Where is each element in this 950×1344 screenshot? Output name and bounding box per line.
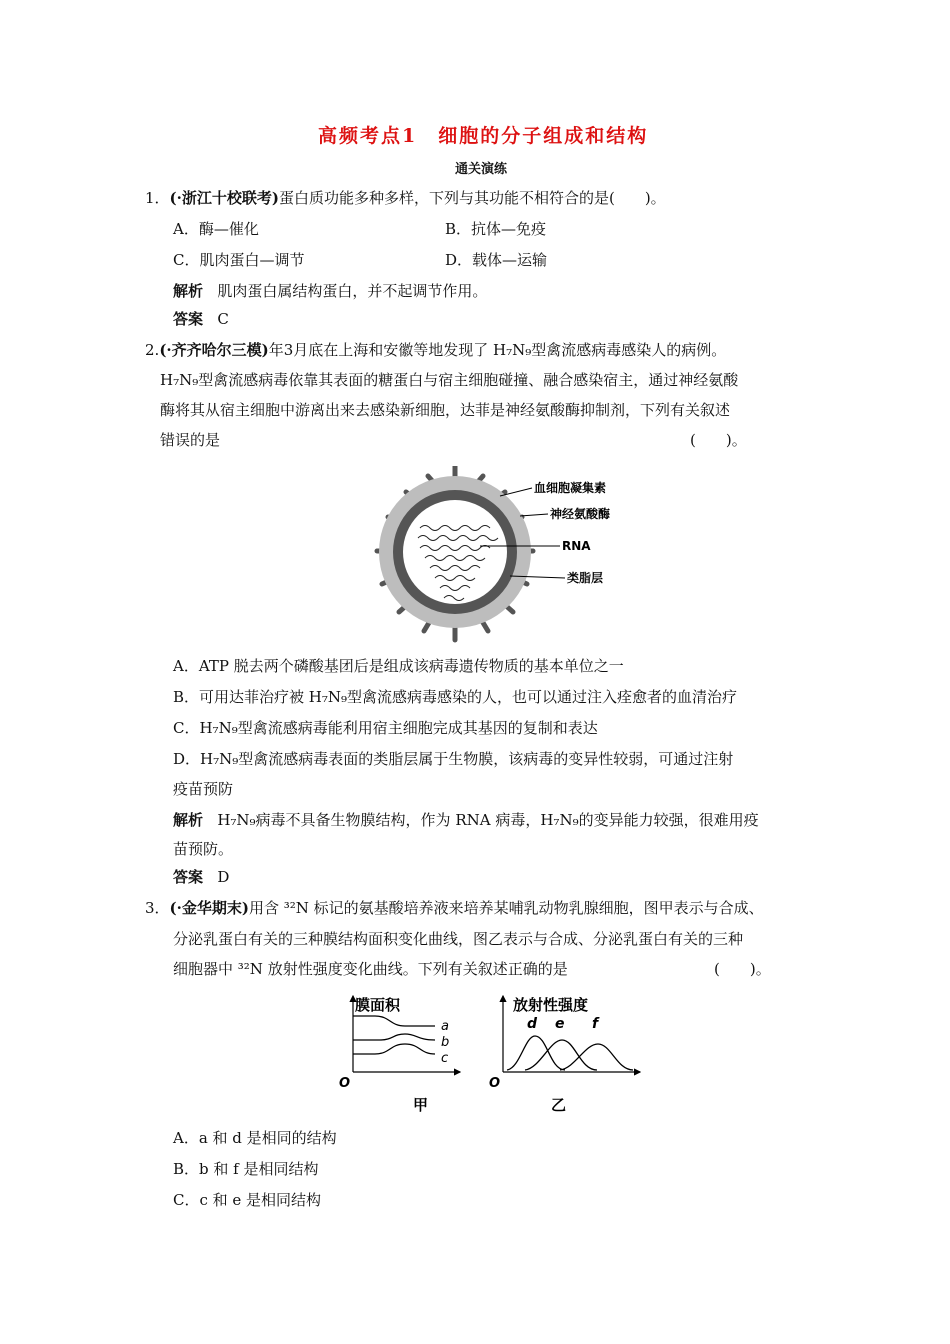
question-text: 分泌乳蛋白有关的三种膜结构面积变化曲线，图乙表示与合成、分泌乳蛋白有关的三种 (173, 930, 744, 948)
analysis (173, 810, 759, 830)
question-text: 蛋白质功能多种多样，下列与其功能不相符合的是( )。 (278, 189, 666, 207)
caption-yi: 乙 (551, 1096, 567, 1113)
option-a: A．ATP 脱去两个磷酸基团后是组成该病毒遗传物质的基本单位之一 (173, 657, 624, 675)
question-text: 酶将其从宿主细胞中游离出来去感染新细胞，达菲是神经氨酸酶抑制剂，下列有关叙述 (160, 401, 731, 419)
analysis (173, 281, 487, 301)
curve-e (525, 1040, 597, 1070)
analysis-text: 肌肉蛋白属结构蛋白，并不起调节作用。 (217, 282, 488, 300)
answer (173, 309, 229, 329)
page-title: 高频考点1 细胞的分子组成和结构 (318, 125, 649, 147)
answer-value: C (217, 310, 229, 328)
membrane-radioactivity-charts (335, 988, 655, 1113)
label-neuraminidase: 神经氨酸酶 (550, 507, 611, 521)
option-d: D．H₇N₉型禽流感病毒表面的类脂层属于生物膜，该病毒的变异性较弱，可通过注射 (173, 750, 734, 768)
question-2-stem (145, 340, 726, 360)
option-b: B．抗体—免疫 (445, 220, 547, 238)
peak-label-d: d (527, 1016, 538, 1032)
option-a: A．酶—催化 (173, 220, 259, 238)
curve-a (353, 1016, 435, 1026)
curve-c (353, 1044, 435, 1054)
curve-label-a: a (441, 1019, 449, 1034)
option-d-continued: 疫苗预防 (173, 780, 234, 798)
question-source: (·齐齐哈尔三模) (159, 341, 269, 359)
curve-f (560, 1044, 633, 1070)
answer-value: D (217, 868, 230, 886)
caption-jia: 甲 (413, 1096, 429, 1113)
option-b: B．b 和 f 是相同结构 (173, 1160, 319, 1178)
question-source: (·金华期末) (169, 899, 249, 917)
label-lipid: 类脂层 (567, 571, 604, 585)
question-1-stem (145, 188, 666, 208)
analysis-continued: 苗预防。 (173, 840, 234, 858)
option-c: C．肌肉蛋白—调节 (173, 251, 305, 269)
peak-label-f: f (592, 1016, 599, 1032)
capsid-interior (403, 500, 507, 604)
curve-d (507, 1036, 565, 1070)
label-rna: RNA (562, 539, 591, 553)
question-text: 年3月底在上海和安徽等地发现了 H₇N₉型禽流感病毒感染人的病例。 (268, 341, 727, 359)
chart-radioactivity (489, 996, 640, 1113)
answer (173, 867, 229, 887)
option-c: C．H₇N₉型禽流感病毒能利用宿主细胞完成其基因的复制和表达 (173, 719, 598, 737)
analysis-label: 解析 (173, 811, 204, 829)
ylabel-membrane-area: 膜面积 (355, 996, 401, 1014)
origin-label: O (339, 1076, 351, 1091)
question-text: 细胞器中 ³²N 放射性强度变化曲线。下列有关叙述正确的是 (173, 960, 568, 978)
answer-blank: ( )。 (714, 960, 771, 978)
option-d: D．载体—运输 (445, 251, 548, 269)
option-c: C．c 和 e 是相同结构 (173, 1191, 322, 1209)
option-b: B．可用达菲治疗被 H₇N₉型禽流感病毒感染的人，也可以通过注入痊愈者的血清治疗 (173, 688, 738, 706)
curve-b (353, 1034, 435, 1040)
option-a: A．a 和 d 是相同的结构 (173, 1129, 337, 1147)
chart-membrane-area (339, 996, 460, 1113)
question-number: 3． (145, 899, 170, 917)
label-hemagglutinin: 血细胞凝集素 (534, 481, 607, 495)
curve-label-c: c (441, 1051, 449, 1066)
analysis-label: 解析 (173, 282, 204, 300)
answer-blank: ( )。 (690, 431, 747, 449)
virus-diagram (360, 466, 630, 646)
question-number: 1． (145, 189, 170, 207)
analysis-text: H₇N₉病毒不具备生物膜结构，作为 RNA 病毒，H₇N₉的变异能力较强，很难用疫 (217, 811, 759, 829)
question-text: 错误的是 (160, 431, 221, 449)
origin-label: O (489, 1076, 501, 1091)
question-source: (·浙江十校联考) (169, 189, 279, 207)
question-3-stem (145, 898, 764, 918)
question-text: 用含 ³²N 标记的氨基酸培养液来培养某哺乳动物乳腺细胞，图甲表示与合成、 (248, 899, 764, 917)
answer-label: 答案 (173, 310, 204, 328)
question-number: 2. (145, 341, 160, 359)
question-text: H₇N₉型禽流感病毒依靠其表面的糖蛋白与宿主细胞碰撞、融合感染宿主，通过神经氨酸 (160, 371, 739, 389)
peak-label-e: e (555, 1016, 565, 1032)
section-subtitle: 通关演练 (455, 162, 508, 177)
ylabel-radioactivity: 放射性强度 (513, 996, 589, 1014)
curve-label-b: b (441, 1035, 450, 1050)
answer-label: 答案 (173, 868, 204, 886)
